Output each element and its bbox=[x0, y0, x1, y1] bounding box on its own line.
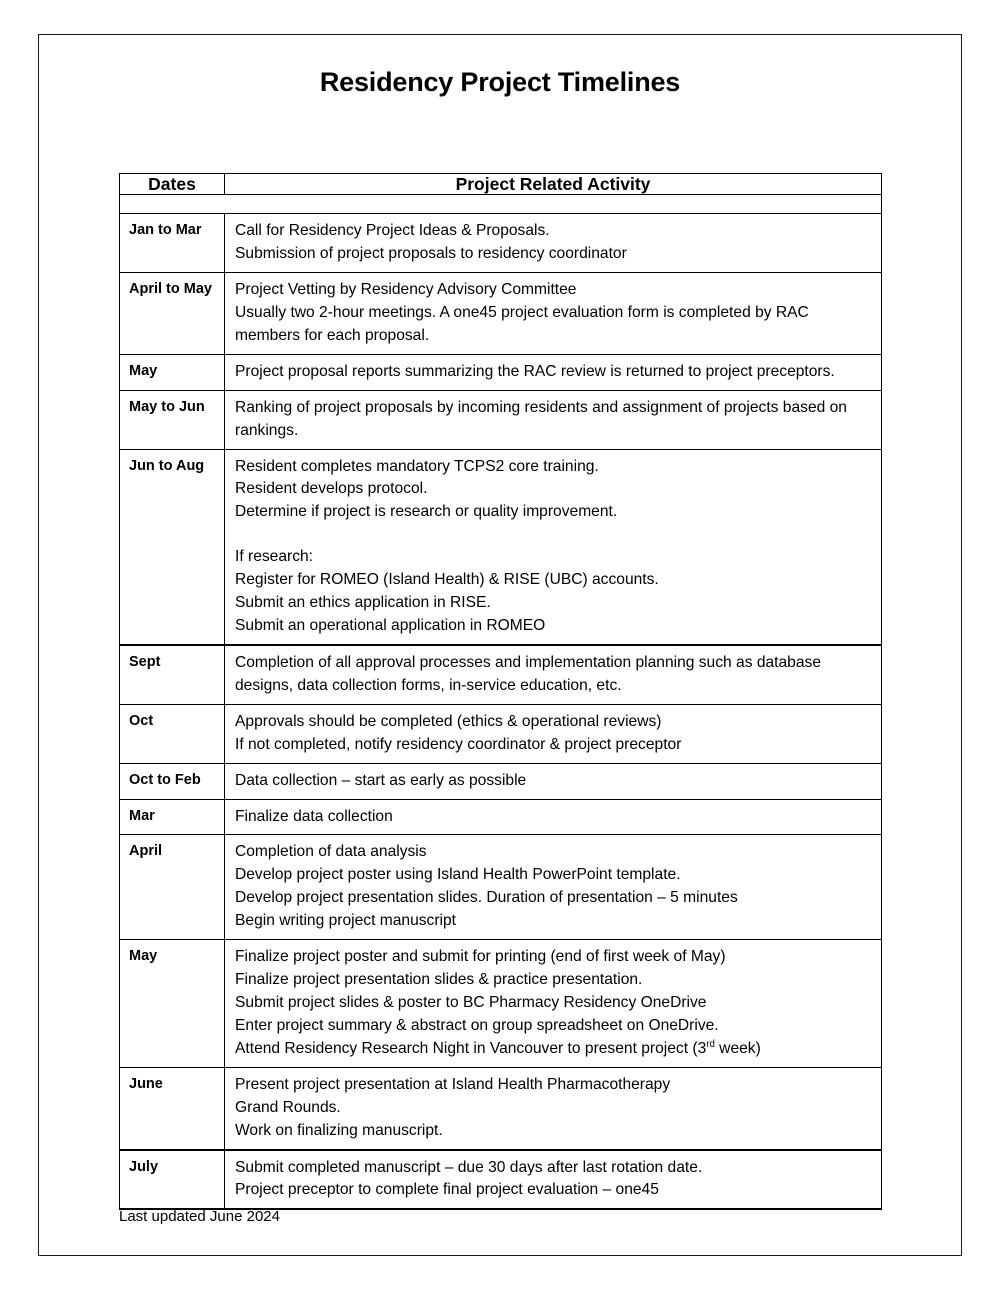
activity-line: If not completed, notify residency coordinator & project preceptor bbox=[235, 735, 682, 753]
row-activity-cell bbox=[225, 940, 882, 1068]
row-dates-cell: June bbox=[120, 1067, 225, 1149]
row-dates-cell: May to Jun bbox=[120, 390, 225, 449]
table-row bbox=[120, 799, 882, 835]
residency-timeline-table bbox=[119, 173, 882, 1210]
row-activity-cell bbox=[225, 214, 882, 273]
table-row bbox=[120, 390, 882, 449]
page-title: Residency Project Timelines bbox=[319, 67, 681, 97]
table-row bbox=[120, 449, 882, 645]
row-dates-cell: Oct to Feb bbox=[120, 763, 225, 799]
table-row bbox=[120, 272, 882, 354]
row-activity-cell bbox=[225, 799, 882, 835]
activity-line: Work on finalizing manuscript. bbox=[235, 1121, 443, 1139]
activity-line: Develop project poster using Island Health PowerPoint template. bbox=[235, 866, 681, 884]
activity-line: Present project presentation at Island Health Pharmacotherapy bbox=[235, 1075, 671, 1093]
row-dates-cell: Sept bbox=[120, 645, 225, 704]
spacer-cell bbox=[120, 195, 882, 214]
row-dates-cell: Mar bbox=[120, 799, 225, 835]
row-activity-cell bbox=[225, 763, 882, 799]
table-row bbox=[120, 1067, 882, 1149]
activity-line: Approvals should be completed (ethics & operational reviews) bbox=[235, 712, 662, 730]
table-header-row bbox=[120, 174, 882, 195]
row-dates-cell: Jan to Mar bbox=[120, 214, 225, 273]
activity-line: Resident completes mandatory TCPS2 core training. bbox=[235, 457, 599, 475]
row-dates-cell: May bbox=[120, 354, 225, 390]
activity-line: Project Vetting by Residency Advisory Committee bbox=[235, 280, 577, 298]
activity-line: Submit completed manuscript – due 30 days after last rotation date. bbox=[235, 1158, 703, 1176]
activity-line: Data collection – start as early as possible bbox=[235, 771, 527, 789]
row-activity-cell bbox=[225, 354, 882, 390]
activity-line: Submit an operational application in ROMEO bbox=[235, 617, 546, 635]
table-body bbox=[120, 195, 882, 1210]
document-page bbox=[38, 34, 962, 1256]
activity-line: Usually two 2-hour meetings. A one45 project evaluation form is completed by RAC members for each proposal. bbox=[235, 303, 809, 344]
activity-line: Enter project summary & abstract on group spreadsheet on OneDrive. bbox=[235, 1016, 719, 1034]
row-activity-cell bbox=[225, 1067, 882, 1149]
table-row bbox=[120, 835, 882, 940]
activity-line: Finalize project presentation slides & practice presentation. bbox=[235, 971, 643, 989]
column-header-activity: Project Related Activity bbox=[225, 174, 882, 195]
table-row bbox=[120, 1150, 882, 1210]
row-dates-cell: Oct bbox=[120, 704, 225, 763]
row-activity-cell bbox=[225, 704, 882, 763]
table-row bbox=[120, 940, 882, 1068]
activity-line: Submission of project proposals to residency coordinator bbox=[235, 245, 627, 263]
row-dates-cell: April to May bbox=[120, 272, 225, 354]
activity-line: Submit an ethics application in RISE. bbox=[235, 594, 491, 612]
table-row bbox=[120, 704, 882, 763]
activity-line: Register for ROMEO (Island Health) & RISE (UBC) accounts. bbox=[235, 571, 659, 589]
row-dates-cell: April bbox=[120, 835, 225, 940]
activity-line: Ranking of project proposals by incoming residents and assignment of projects based on rankings. bbox=[235, 398, 847, 439]
row-dates-cell: July bbox=[120, 1150, 225, 1210]
activity-line: Begin writing project manuscript bbox=[235, 912, 457, 930]
row-activity-cell bbox=[225, 1150, 882, 1210]
activity-line: Completion of data analysis bbox=[235, 843, 427, 861]
activity-line-blank bbox=[235, 524, 875, 546]
row-activity-cell bbox=[225, 390, 882, 449]
row-activity-cell bbox=[225, 449, 882, 645]
activity-line: Grand Rounds. bbox=[235, 1098, 341, 1116]
last-updated-footer: Last updated June 2024 bbox=[119, 1208, 280, 1225]
activity-line: Develop project presentation slides. Duration of presentation – 5 minutes bbox=[235, 889, 738, 907]
table-row bbox=[120, 645, 882, 704]
row-activity-cell bbox=[225, 645, 882, 704]
activity-line: Attend Residency Research Night in Vancouver to present project (3rd week) bbox=[235, 1038, 761, 1057]
ordinal-superscript: rd bbox=[706, 1038, 715, 1050]
row-activity-cell bbox=[225, 835, 882, 940]
table-row bbox=[120, 763, 882, 799]
timeline-table-container bbox=[119, 173, 882, 1210]
activity-line: Project preceptor to complete final project evaluation – one45 bbox=[235, 1181, 659, 1199]
row-dates-cell: May bbox=[120, 940, 225, 1068]
table-row bbox=[120, 214, 882, 273]
column-header-dates: Dates bbox=[120, 174, 225, 195]
activity-line: Finalize data collection bbox=[235, 807, 393, 825]
activity-line: Call for Residency Project Ideas & Proposals. bbox=[235, 222, 550, 240]
activity-line: Determine if project is research or quality improvement. bbox=[235, 503, 618, 521]
activity-line: If research: bbox=[235, 548, 313, 566]
activity-line: Finalize project poster and submit for printing (end of first week of May) bbox=[235, 948, 726, 966]
table-row bbox=[120, 354, 882, 390]
row-activity-cell bbox=[225, 272, 882, 354]
activity-line: Submit project slides & poster to BC Pharmacy Residency OneDrive bbox=[235, 994, 707, 1012]
row-dates-cell: Jun to Aug bbox=[120, 449, 225, 645]
table-spacer-row bbox=[120, 195, 882, 214]
activity-line: Resident develops protocol. bbox=[235, 480, 428, 498]
activity-line: Completion of all approval processes and implementation planning such as database designs, data collection forms, in-service education, etc. bbox=[235, 653, 821, 694]
activity-line: Project proposal reports summarizing the RAC review is returned to project preceptors. bbox=[235, 362, 835, 380]
